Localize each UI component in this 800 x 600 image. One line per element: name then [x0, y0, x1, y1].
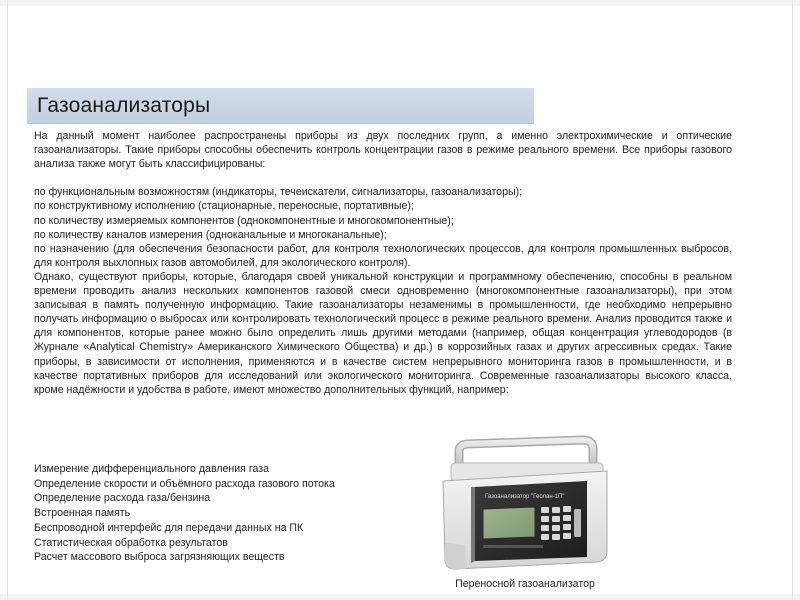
feature-item: Встроенная память [34, 507, 131, 520]
feature-item: Статистическая обработка результатов [34, 536, 228, 549]
feature-item: Определение скорости и объёмного расхода газового потока [34, 477, 335, 490]
gas-analyzer-photo [437, 423, 613, 579]
feature-item: Измерение дифференциального давления газа [34, 463, 270, 475]
device-brand-label: Газоанализатор "Геолан-1П" [485, 494, 565, 500]
title-bar [27, 88, 534, 124]
feature-item: Расчет массового выброса загрязняющих веществ [34, 551, 285, 564]
slide-title: Газоанализаторы [37, 94, 211, 117]
slide-edge-left [7, 0, 8, 600]
gas-analyzer-image [437, 423, 613, 579]
classification-item: по функциональным возможностям (индикаторы, течеискатели, сигнализаторы, газоанализаторы); [34, 186, 523, 199]
slide-body [34, 129, 732, 397]
classification-item: по назначению (для обеспечения безопасности работ, для контроля технологических процессов, для контроля промышленных выбросов, для контроля выхлопных газов автомобилей, для экологического контроля). [34, 242, 732, 269]
classification-list [34, 185, 732, 270]
main-paragraph: Однако, существуют приборы, которые, благодаря своей уникальной конструкции и программному обеспечению, способны в реальном времени проводить анализ нескольких компонентов газовой смеси одновременно (многокомпонентные газоанализаторы), при этом записывая в память полученную информацию. Такие газоанализаторы незаменимы в промышленности, где необходимо непрерывно получать информацию о выбросах или контролировать технологический процесс в режиме реального времени. Анализ проводится также и для компонентов, которые ранее можно было определить лишь другими методами (например, общая концентрация углеводородов (в Журнале «Analytical Chemistry» Американского Химического Общества) и др.) в коррозийных газах и других агрессивных средах. Такие приборы, в зависимости от исполнения, применяются и в качестве систем непрерывного мониторинга газов в промышленности, и в качестве портативных приборов для исследований или экологического мониторинга. Современные газоанализаторы высокого класса, кроме надёжности и удобства в работе, имеют множество дополнительных функций, например: [34, 270, 732, 396]
features-list [34, 462, 429, 565]
feature-item: Определение расхода газа/бензина [34, 492, 211, 505]
slide-frame-bottom [0, 594, 800, 600]
intro-paragraph: На данный момент наиболее распространены приборы из двух последних групп, а именно электрохимические и оптические газоанализаторы. Такие приборы способны обеспечить контроль концентрации газов в режиме реального времени. Все приборы газового анализа также могут быть классифицированы: [34, 130, 732, 171]
classification-item: по конструктивному исполнению (стационарные, переносные, портативные); [34, 200, 414, 213]
classification-item: по количеству измеряемых компонентов (однокомпонентные и многокомпонентные); [34, 214, 454, 227]
classification-item: по количеству каналов измерения (одноканальные и многоканальные); [34, 228, 387, 241]
paragraph-spacer [34, 171, 732, 185]
image-caption: Переносной газоанализатор [455, 578, 595, 590]
slide-edge-right [792, 0, 793, 600]
feature-item: Беспроводной интерфейс для передачи данных на ПК [34, 521, 304, 534]
slide-frame-top [0, 0, 800, 6]
